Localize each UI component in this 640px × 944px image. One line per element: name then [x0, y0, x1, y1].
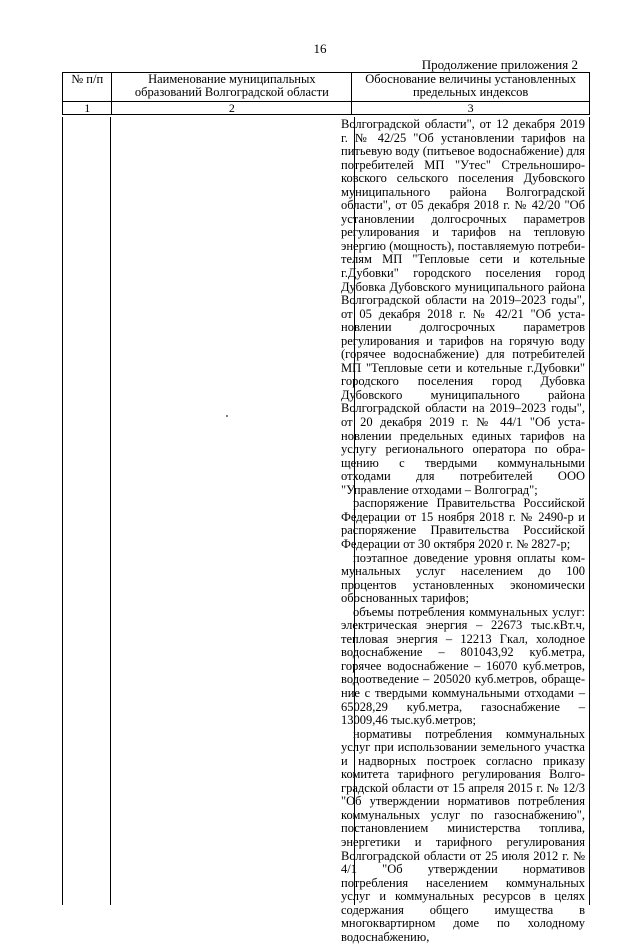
- column-number-row: [63, 102, 590, 115]
- table-border-left: [62, 117, 63, 905]
- paragraph-consumption-volumes: объемы потребления коммунальных услуг: электрическая энергия – 22673 тыс.кВт.ч, тепловая энергия – 12213 Гкал, холодное водоснабжение – 801043,92 куб.метра, горячее водоснабжение – 16070 куб.метров, водоотведение – 205020 куб.метров, обращение с твердыми коммунальными отходами – 65028,29 куб.метра, газоснабжение – 13009,46 тыс.куб.метров;: [341, 604, 585, 728]
- scan-speck: [226, 415, 228, 417]
- header-municipality: Наименование муниципальных образований Волгоградской области: [112, 73, 352, 102]
- table-border-right: [589, 117, 590, 905]
- header-justification: Обоснование величины установленных предельных индексов: [352, 73, 590, 102]
- justification-text: [341, 118, 585, 944]
- header-row: [63, 73, 590, 102]
- column-number-1: 1: [63, 102, 112, 115]
- column-number-2: 2: [112, 102, 352, 115]
- page-number: 16: [313, 41, 327, 56]
- column-number-3: 3: [352, 102, 590, 115]
- header-number: № п/п: [63, 73, 112, 102]
- paragraph-consumption-norms: нормативы потребления коммунальных услуг при использовании земельного участка и надворных построек согласно приказу комитета тарифного регулирования Волгоградской области от 15 апреля 2015 г. № 12/3 "Об утверждении нормативов потребления коммунальных услуг по газоснабжению", постановлением министерства топлива, энергетики и тарифного регулирования Волгоградской области от 25 июля 2012 г. № 4/1 "Об утверждении нормативов потребления населением коммунальных услуг и коммунальных ресурсов в целях содержания общего имущества в многоквартирном доме по холодному водоснабжению,: [341, 726, 585, 944]
- table-header: [62, 72, 590, 115]
- paragraph-government-orders: распоряжение Правительства Российской Федерации от 15 ноября 2018 г. № 2490-р и распоряжение Правительства Российской Федерации от 30 октября 2020 г. № 2827-р;: [341, 496, 585, 551]
- paragraph-payment-level: поэтапное доведение уровня оплаты коммунальных услуг населением до 100 процентов установленных экономически обоснованных тарифов;: [341, 550, 585, 606]
- table-divider-1: [110, 117, 111, 905]
- continuation-label: Продолжение приложения 2: [421, 57, 578, 72]
- paragraph-tariff-orders: Волгоградской области", от 12 декабря 2019 г. № 42/25 "Об установлении тарифов на питьевую воду (питьевое водоснабжение) для потребителей МП "Утес" Стрельношироковского сельского поселения Дубовского муниципального района Волгоградской области", от 05 декабря 2018 г. № 42/20 "Об установлении долгосрочных параметров регулирования и тарифов на тепловую энергию (мощность), поставляемую потребителям МП "Тепловые сети и котельные г.Дубовки" городского поселения город Дубовка Дубовского муниципального района Волгоградской области на 2019–2023 годы", от 05 декабря 2018 г. № 42/21 "Об установлении долгосрочных параметров регулирования и тарифов на горячую воду (горячее водоснабжение) для потребителей МП "Тепловые сети и котельные г.Дубовки" городского поселения город Дубовка Дубовского муниципального района Волгоградской области на 2019–2023 годы", от 20 декабря 2019 г. № 44/1 "Об установлении предельных единых тарифов на услугу регионального оператора по обращению с твердыми коммунальными отходами для потребителей ООО "Управление отходами – Волгоград";: [341, 117, 585, 497]
